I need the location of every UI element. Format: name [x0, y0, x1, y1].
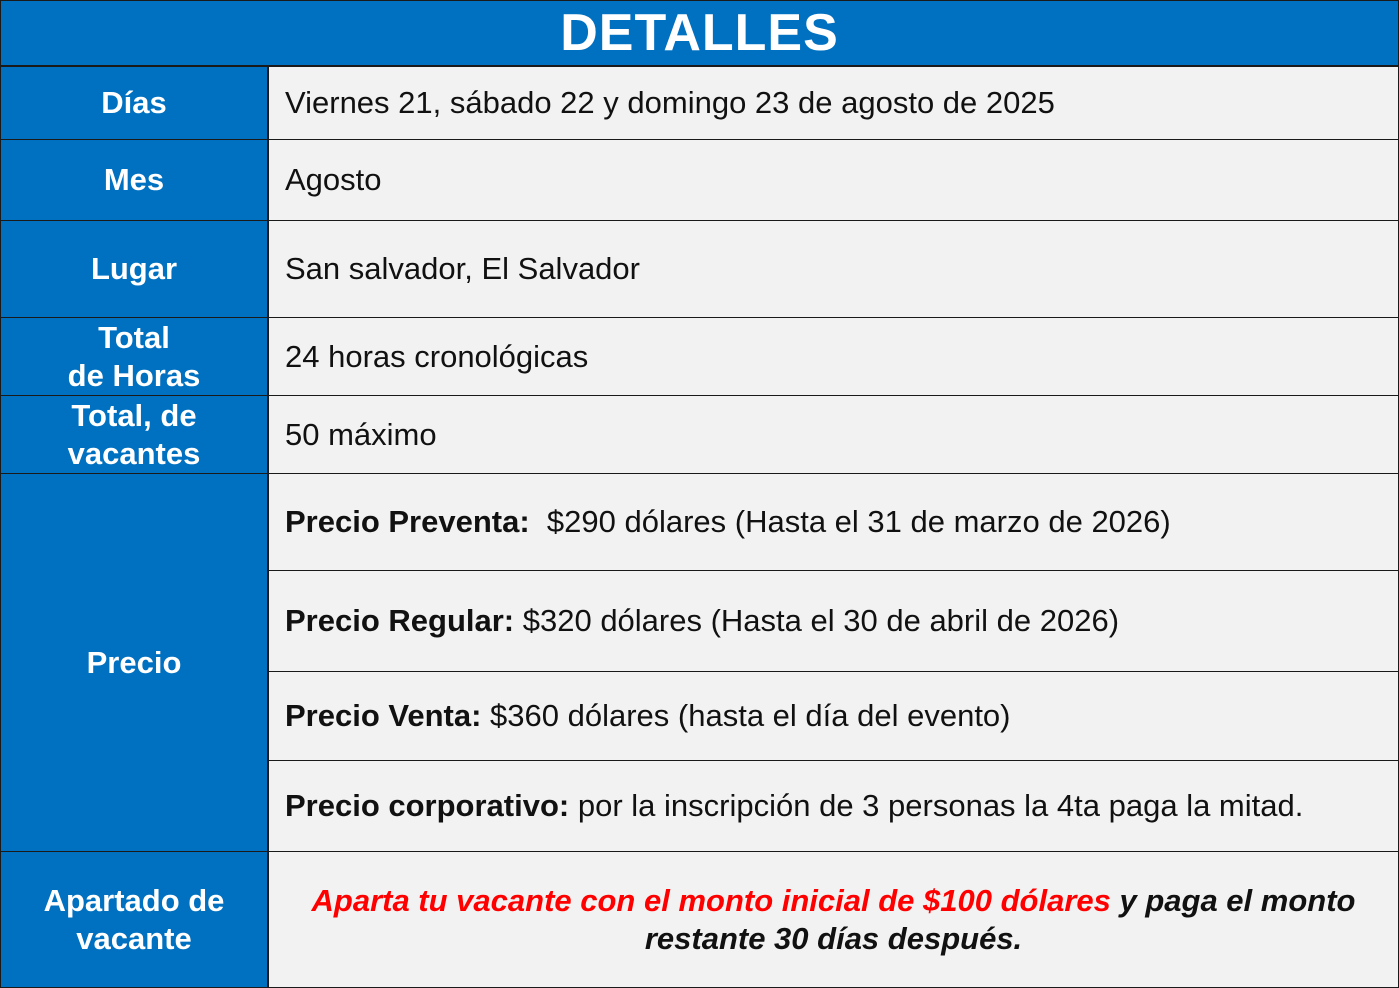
label-apartado: Apartado de vacante	[1, 852, 269, 987]
label-dias: Días	[1, 67, 269, 140]
value-dias: Viernes 21, sábado 22 y domingo 23 de agosto de 2025	[269, 67, 1398, 140]
label-horas: Total de Horas	[1, 318, 269, 396]
price-regular-name: Precio Regular:	[285, 603, 515, 638]
price-venta-name: Precio Venta:	[285, 698, 482, 733]
price-preventa	[269, 474, 1398, 571]
price-venta	[269, 672, 1398, 761]
table-title: DETALLES	[1, 1, 1398, 67]
price-venta-detail: $360 dólares (hasta el día del evento)	[481, 698, 1011, 733]
price-corporativo-detail: por la inscripción de 3 personas la 4ta paga la mitad.	[569, 788, 1304, 823]
price-preventa-name: Precio Preventa:	[285, 504, 530, 539]
apartado-rest: y paga el monto restante 30 días después.	[644, 882, 1356, 956]
price-preventa-detail: $290 dólares (Hasta el 31 de marzo de 2026)	[529, 504, 1171, 539]
label-mes: Mes	[1, 140, 269, 221]
value-apartado	[269, 852, 1398, 987]
label-lugar: Lugar	[1, 221, 269, 318]
value-horas: 24 horas cronológicas	[269, 318, 1398, 396]
label-precio: Precio	[1, 474, 269, 852]
price-regular	[269, 571, 1398, 672]
apartado-highlight: Aparta tu vacante con el monto inicial de $100 dólares	[311, 882, 1111, 918]
price-regular-detail: $320 dólares (Hasta el 30 de abril de 2026)	[514, 603, 1120, 638]
value-vacantes: 50 máximo	[269, 396, 1398, 474]
value-mes: Agosto	[269, 140, 1398, 221]
price-corporativo-name: Precio corporativo:	[285, 788, 570, 823]
price-corporativo	[269, 761, 1398, 852]
label-vacantes: Total, de vacantes	[1, 396, 269, 474]
value-lugar: San salvador, El Salvador	[269, 221, 1398, 318]
